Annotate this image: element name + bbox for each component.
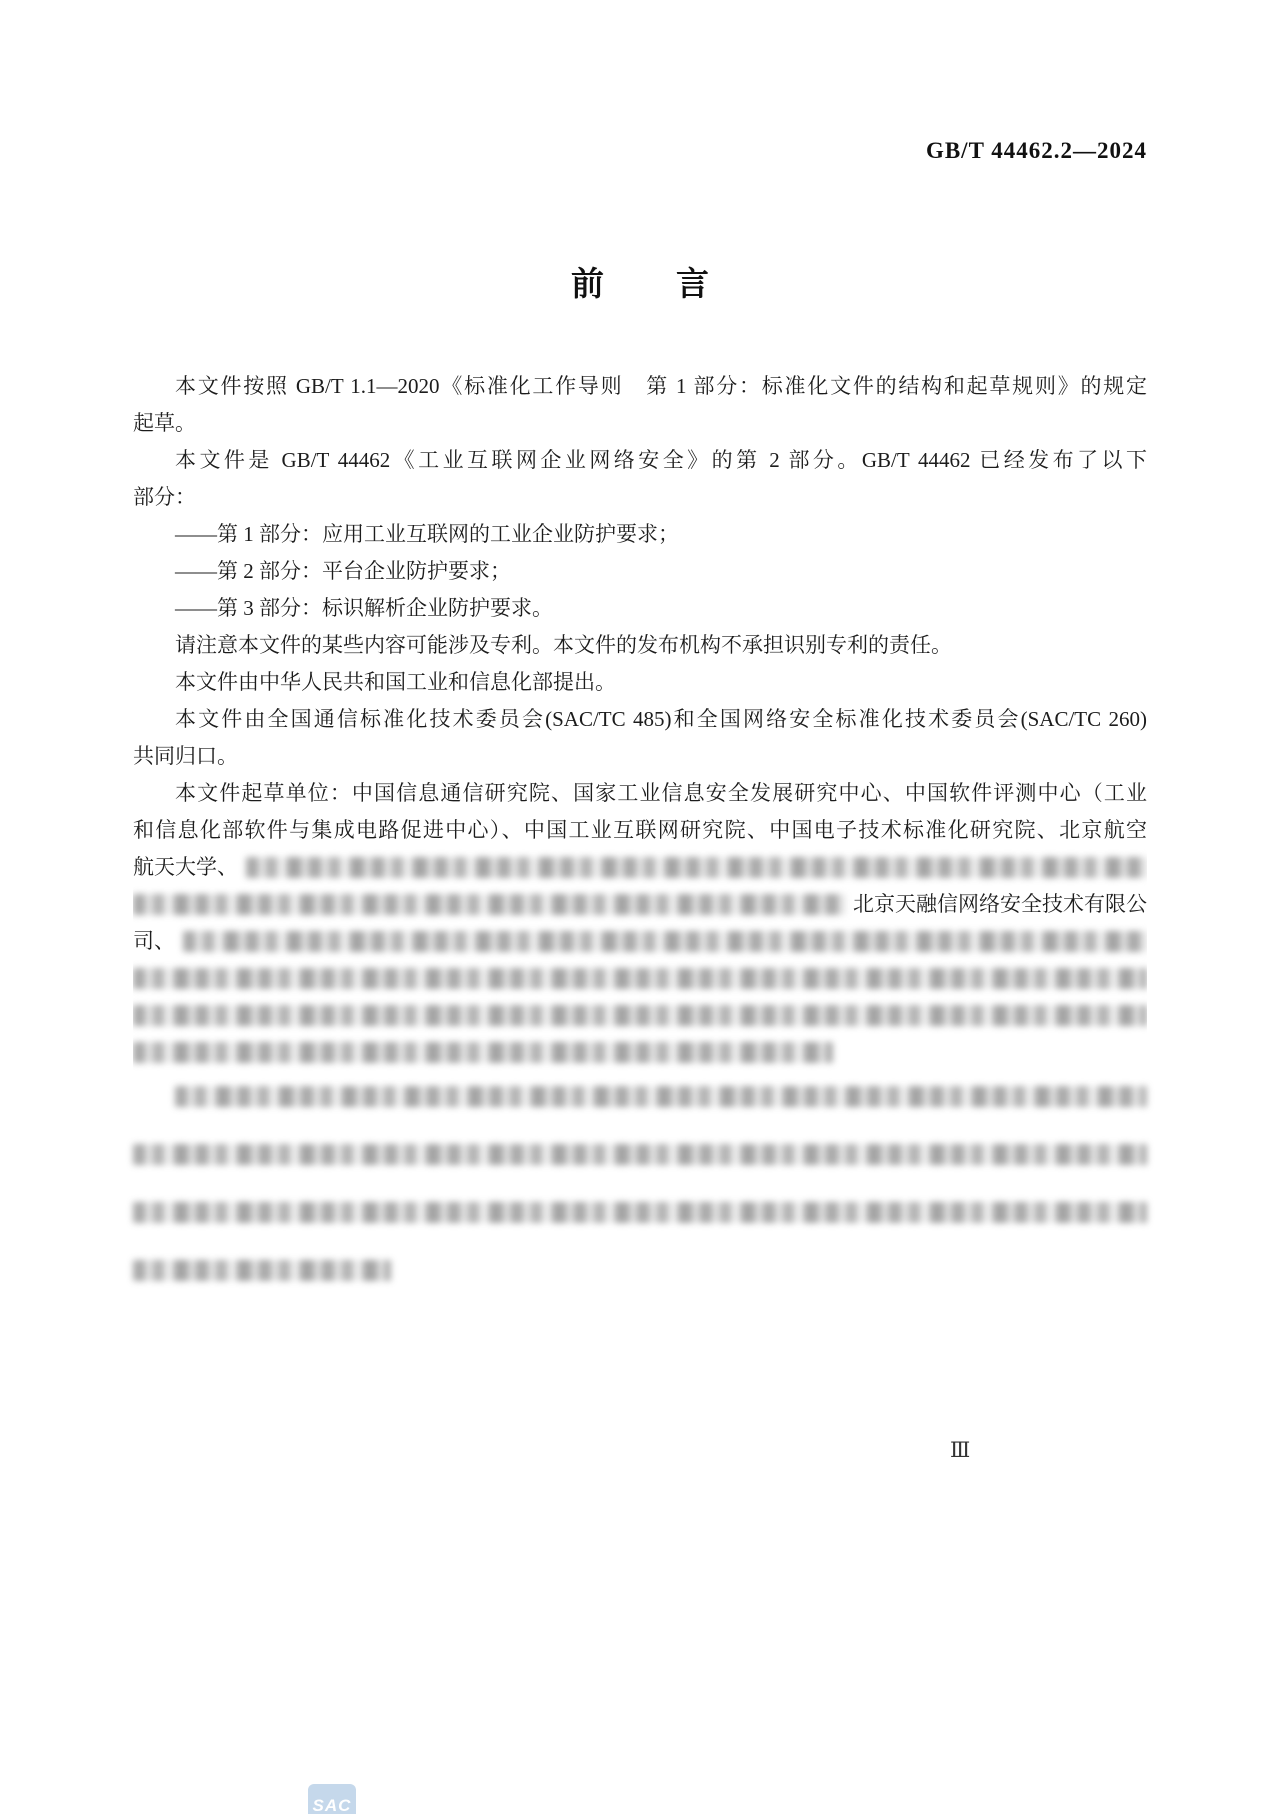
paragraph-line: 起草。 (133, 411, 196, 435)
paragraph-line: 部分： (133, 485, 196, 509)
foreword-title (133, 258, 1147, 305)
drafters-line (133, 1194, 1147, 1231)
foreword-body (133, 368, 1147, 1071)
redacted-text (246, 857, 1147, 878)
foreword-title-char2: 言 (676, 264, 709, 303)
drafters-line (133, 1136, 1147, 1173)
drafting-orgs-line: 和信息化部软件与集成电路促进中心）、中国工业互联网研究院、中国电子技术标准化研究院、北京航空 (133, 818, 1147, 842)
paragraph-line: 本文件由中华人民共和国工业和信息化部提出。 (175, 670, 616, 694)
drafting-orgs-line (133, 886, 1147, 923)
drafters-line (133, 1078, 1147, 1115)
paragraph-line: 请注意本文件的某些内容可能涉及专利。本文件的发布机构不承担识别专利的责任。 (175, 633, 952, 657)
sac-logo-text: SAC (312, 1796, 352, 1814)
paragraph-line: 共同归口。 (133, 744, 238, 768)
redacted-text (175, 1086, 1147, 1107)
list-item-part1: ——第 1 部分：应用工业互联网的工业企业防护要求； (175, 522, 679, 546)
drafting-orgs-line (133, 960, 1147, 997)
drafting-orgs-line (133, 1034, 1147, 1071)
drafting-orgs-line: 本文件起草单位：中国信息通信研究院、国家工业信息安全发展研究中心、中国软件评测中心（工业 (175, 781, 1147, 805)
drafting-orgs-line (133, 923, 1147, 960)
redacted-text (133, 1042, 833, 1063)
drafting-orgs-text: 司、 (133, 929, 175, 953)
list-item-part3: ——第 3 部分：标识解析企业防护要求。 (175, 596, 553, 620)
redacted-text (183, 931, 1147, 952)
drafting-orgs-line (133, 997, 1147, 1034)
page-number: Ⅲ (950, 1438, 971, 1462)
redacted-text (133, 968, 1147, 989)
redacted-text (133, 894, 845, 915)
paragraph-line: 本文件由全国通信标准化技术委员会(SAC/TC 485)和全国网络安全标准化技术委员会(SAC/TC 260) (175, 707, 1147, 731)
redacted-text (133, 1260, 391, 1281)
redacted-text (133, 1202, 1147, 1223)
paragraph-line: 本文件是 GB/T 44462《工业互联网企业网络安全》的第 2 部分。GB/T 44462 已经发布了以下 (175, 448, 1147, 472)
sac-logo-icon (308, 1784, 356, 1814)
redacted-text (133, 1005, 1147, 1026)
paragraph-line: 本文件按照 GB/T 1.1—2020《标准化工作导则 第 1 部分：标准化文件的结构和起草规则》的规定 (175, 374, 1147, 398)
list-item-part2: ——第 2 部分：平台企业防护要求； (175, 559, 511, 583)
drafters-line (133, 1252, 1147, 1289)
foreword-title-char1: 前 (571, 264, 604, 303)
standard-number: GB/T 44462.2—2024 (925, 138, 1147, 163)
drafting-orgs-line (133, 849, 1147, 886)
redacted-text (133, 1144, 1147, 1165)
drafters-paragraph (133, 1078, 1147, 1310)
drafting-orgs-text: 航天大学、 (133, 855, 238, 879)
drafting-orgs-text: 北京天融信网络安全技术有限公 (853, 892, 1147, 916)
